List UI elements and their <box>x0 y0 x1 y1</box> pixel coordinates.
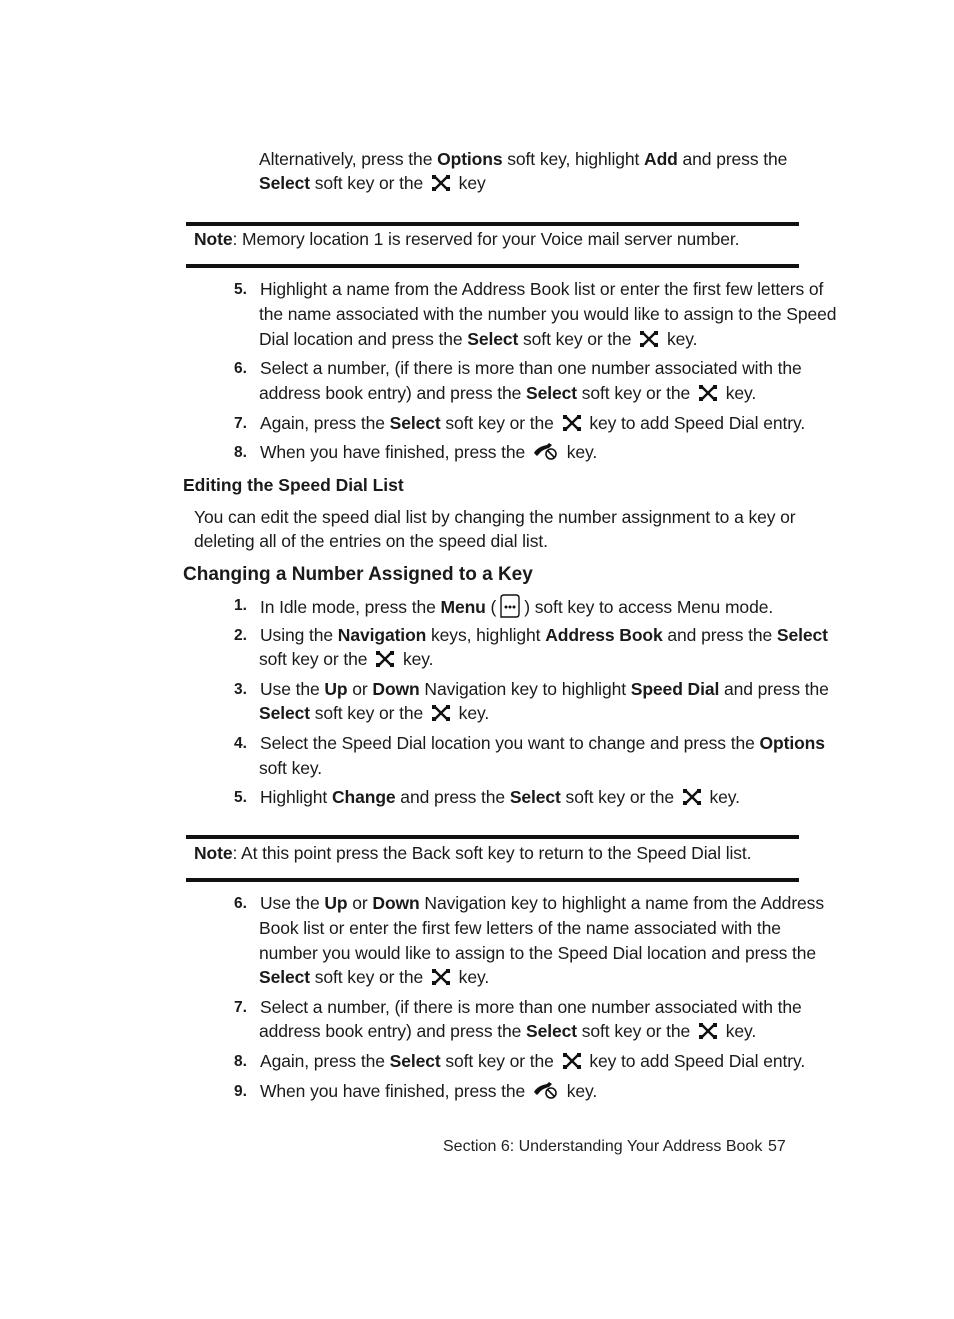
step-number: 4. <box>234 735 247 752</box>
step-text: number you would like to assign to the Speed Dial location and press the <box>259 943 817 963</box>
step-number: 7. <box>234 415 247 432</box>
step-number: 5. <box>234 281 247 298</box>
note-bottom-rule <box>186 878 799 882</box>
page-number: 57 <box>768 1138 786 1155</box>
section-paragraph: deleting all of the entries on the speed dial list. <box>194 531 548 551</box>
step-text: soft key or the key. <box>259 649 434 669</box>
step-number: 5. <box>234 789 247 806</box>
note-top-rule <box>186 835 799 839</box>
select-key-icon <box>561 413 583 433</box>
step-number: 2. <box>234 627 247 644</box>
intro-line-1: Alternatively, press the Options soft key, highlight Add and press the <box>259 149 788 169</box>
step-number: 8. <box>234 444 247 461</box>
footer-section-title: Section 6: Understanding Your Address Book <box>443 1138 763 1155</box>
step-text: In Idle mode, press the Menu ( ) soft key to access Menu mode. <box>260 593 773 620</box>
select-key-icon <box>374 649 396 669</box>
step-text: Use the Up or Down Navigation key to highlight Speed Dial and press the <box>260 679 829 699</box>
step-text: the name associated with the number you would like to assign to the Speed <box>259 304 837 324</box>
section-heading-editing: Editing the Speed Dial List <box>183 475 404 495</box>
step-text: soft key. <box>259 758 322 778</box>
step-text: Select a number, (if there is more than one number associated with the <box>260 358 802 378</box>
step-text: When you have finished, press the key. <box>260 442 598 462</box>
step-text: Select soft key or the key. <box>259 703 490 723</box>
step-number: 6. <box>234 360 247 377</box>
select-key-icon <box>638 329 660 349</box>
select-key-icon <box>681 787 703 807</box>
step-text: Using the Navigation keys, highlight Address Book and press the Select <box>260 625 828 645</box>
step-text: Again, press the Select soft key or the key to add Speed Dial entry. <box>260 1051 806 1071</box>
menu-key-icon <box>498 593 522 619</box>
step-number: 1. <box>234 597 247 614</box>
end-key-icon <box>532 1079 560 1101</box>
step-text: Dial location and press the Select soft key or the key. <box>259 329 698 349</box>
step-number: 8. <box>234 1053 247 1070</box>
select-key-icon <box>697 1021 719 1041</box>
step-text: Highlight Change and press the Select soft key or the key. <box>260 787 740 807</box>
step-text: Highlight a name from the Address Book list or enter the first few letters of <box>260 279 824 299</box>
step-text: address book entry) and press the Select soft key or the key. <box>259 1021 757 1041</box>
step-text: Use the Up or Down Navigation key to highlight a name from the Address <box>260 893 824 913</box>
intro-line-2: Select soft key or the key <box>259 173 486 193</box>
section-paragraph: You can edit the speed dial list by changing the number assignment to a key or <box>194 507 796 527</box>
step-text: Select a number, (if there is more than one number associated with the <box>260 997 802 1017</box>
end-key-icon <box>532 440 560 462</box>
section-heading-changing: Changing a Number Assigned to a Key <box>183 564 533 585</box>
step-text: Book list or enter the first few letters of the name associated with the <box>259 918 781 938</box>
note-top-rule <box>186 222 799 226</box>
step-text: Select soft key or the key. <box>259 967 490 987</box>
step-text: Again, press the Select soft key or the key to add Speed Dial entry. <box>260 413 806 433</box>
step-text: When you have finished, press the key. <box>260 1081 598 1101</box>
step-number: 7. <box>234 999 247 1016</box>
select-key-icon <box>430 703 452 723</box>
note-back-soft-key: Note: At this point press the Back soft key to return to the Speed Dial list. <box>194 843 752 863</box>
step-number: 3. <box>234 681 247 698</box>
select-key-icon <box>430 967 452 987</box>
select-key-icon <box>430 173 452 193</box>
select-key-icon <box>697 383 719 403</box>
step-text: Select the Speed Dial location you want to change and press the Options <box>260 733 825 753</box>
step-number: 6. <box>234 895 247 912</box>
note-bottom-rule <box>186 264 799 268</box>
select-key-icon <box>561 1051 583 1071</box>
step-number: 9. <box>234 1083 247 1100</box>
note-memory-location: Note: Memory location 1 is reserved for your Voice mail server number. <box>194 229 740 249</box>
step-text: address book entry) and press the Select soft key or the key. <box>259 383 757 403</box>
